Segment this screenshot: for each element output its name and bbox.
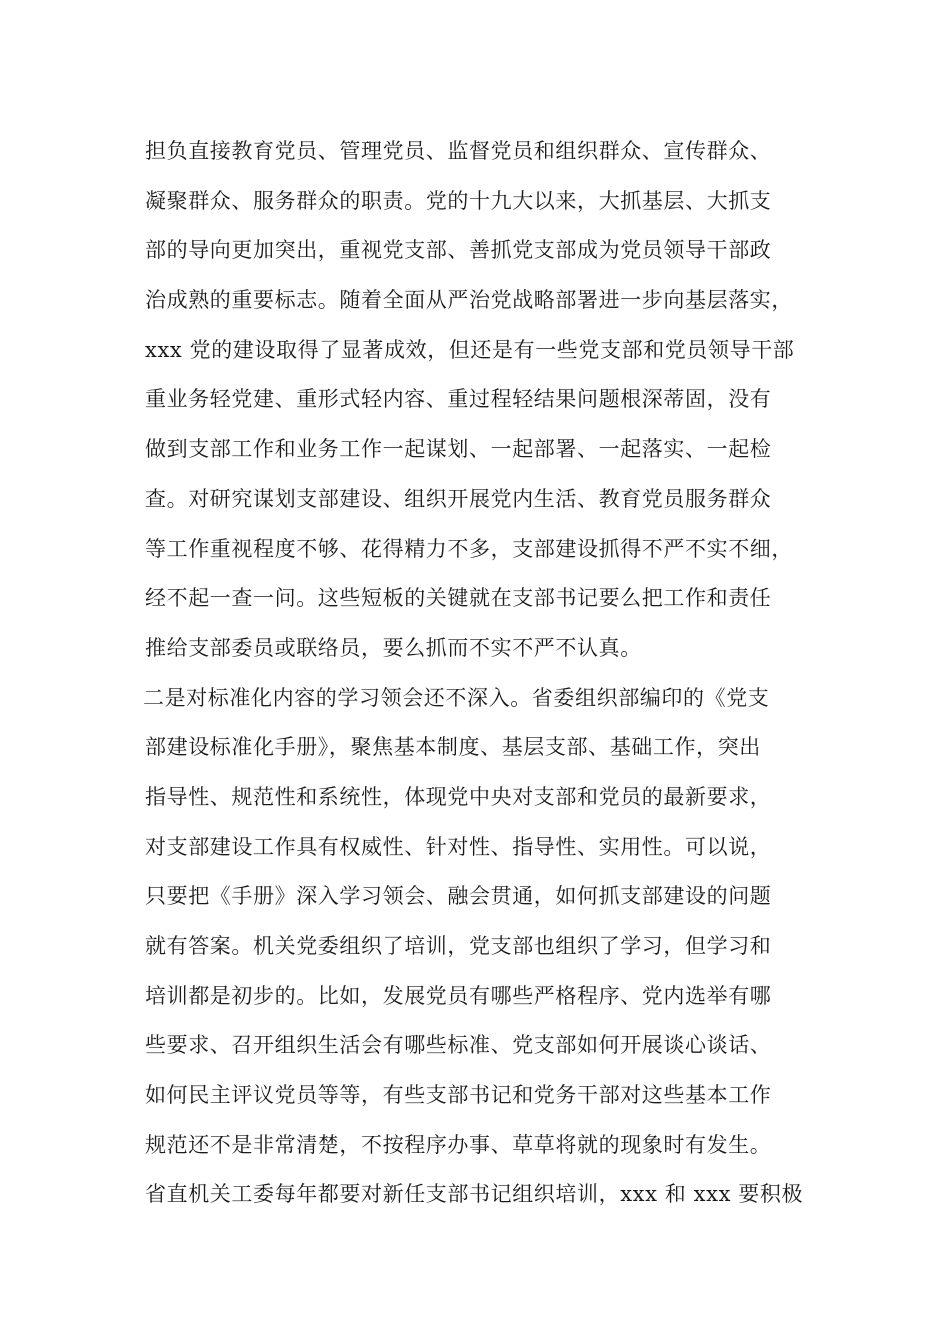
text-line-6: 重业务轻党建、重形式轻内容、重过程轻结果问题根深蒂固，没有 — [145, 387, 772, 412]
text-line-1: 担负直接教育党员、管理党员、监督党员和组织群众、宣传群众、 — [145, 139, 772, 163]
text-line-13: 部建设标准化手册》，聚焦基本制度、基层支部、基础工作，突出 — [145, 735, 761, 760]
text-line-19: 些要求、召开组织生活会有哪些标准、党支部如何开展谈心谈话、 — [145, 1033, 772, 1058]
text-line-16: 只要把《手册》深入学习领会、融会贯通，如何抓支部建设的问题 — [145, 884, 772, 909]
text-line-2: 凝聚群众、服务群众的职责。党的十九大以来，大抓基层、大抓支 — [145, 188, 772, 213]
text-line-11: 推给支部委员或联络员，要么抓而不实不严不认真。 — [145, 635, 642, 660]
text-line-22: 省直机关工委每年都要对新任支部书记组织培训，xxx 和 xxx 要积极 — [145, 1182, 804, 1207]
text-line-9: 等工作重视程度不够、花得精力不多，支部建设抓得不严不实不细， — [145, 536, 793, 561]
text-line-10: 经不起一查一问。这些短板的关键就在支部书记要么把工作和责任 — [145, 586, 772, 611]
text-line-4: 治成熟的重要标志。随着全面从严治党战略部署进一步向基层落实， — [145, 288, 793, 313]
text-line-3: 部的导向更加突出，重视党支部、善抓党支部成为党员领导干部政 — [145, 238, 772, 263]
text-line-20: 如何民主评议党员等等，有些支部书记和党务干部对这些基本工作 — [145, 1083, 772, 1108]
text-line-17: 就有答案。机关党委组织了培训，党支部也组织了学习，但学习和 — [145, 934, 772, 958]
body-text — [145, 127, 835, 1220]
text-line-14: 指导性、规范性和系统性，体现党中央对支部和党员的最新要求， — [145, 784, 772, 809]
paragraph-heading-line: 二是对标准化内容的学习领会还不深入。省委组织部编印的《党支 — [143, 685, 770, 710]
text-line-21: 规范还不是非常清楚，不按程序办事、草草将就的现象时有发生。 — [145, 1132, 772, 1157]
text-line-5: xxx 党的建设取得了显著成效，但还是有一些党支部和党员领导干部 — [145, 337, 795, 362]
text-line-8: 查。对研究谋划支部建设、组织开展党内生活、教育党员服务群众 — [145, 486, 772, 511]
text-line-15: 对支部建设工作具有权威性、针对性、指导性、实用性。可以说， — [145, 834, 772, 859]
text-line-7: 做到支部工作和业务工作一起谋划、一起部署、一起落实、一起检 — [145, 437, 772, 462]
text-line-18: 培训都是初步的。比如，发展党员有哪些严格程序、党内选举有哪 — [145, 983, 772, 1008]
